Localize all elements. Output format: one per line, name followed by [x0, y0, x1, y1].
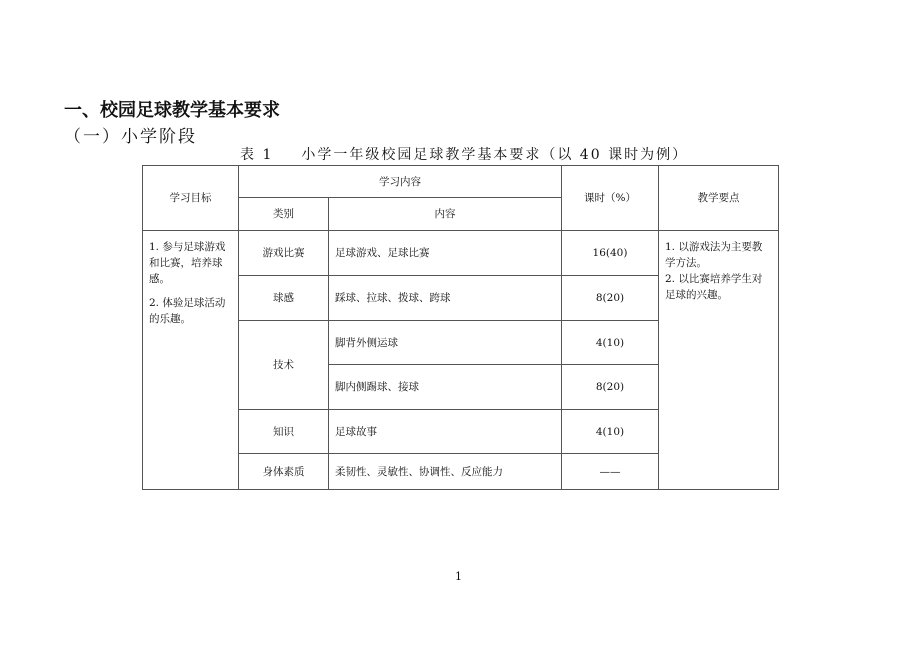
caption-title: 小学一年级校园足球教学基本要求（以 40 课时为例） [301, 147, 689, 163]
content-cell: 脚内侧踢球、接球 [329, 365, 562, 410]
content-cell: 柔韧性、灵敏性、协调性、反应能力 [329, 454, 562, 490]
content-cell: 脚背外侧运球 [329, 321, 562, 365]
hours-cell: 8(20) [562, 365, 659, 410]
hours-cell: —— [562, 454, 659, 490]
content-cell: 足球游戏、足球比赛 [329, 231, 562, 276]
header-content: 学习内容 [239, 166, 562, 198]
header-category: 类别 [239, 198, 329, 231]
header-points: 教学要点 [659, 166, 779, 231]
hours-cell: 8(20) [562, 276, 659, 321]
category-cell: 球感 [239, 276, 329, 321]
subsection-heading: （一）小学阶段 [64, 127, 197, 147]
category-cell: 技术 [239, 321, 329, 410]
table-caption [240, 144, 688, 164]
learning-goals [143, 231, 239, 490]
hours-cell: 4(10) [562, 410, 659, 454]
caption-label: 表 1 [240, 147, 274, 163]
goal-item: 1. 参与足球游戏和比赛，培养球感。 [149, 241, 226, 285]
header-hours: 课时（%） [562, 166, 659, 231]
header-detail: 内容 [329, 198, 562, 231]
header-goal: 学习目标 [143, 166, 239, 231]
content-cell: 踩球、拉球、拨球、跨球 [329, 276, 562, 321]
point-item: 1. 以游戏法为主要教学方法。 [665, 241, 763, 269]
point-item: 2. 以比赛培养学生对足球的兴趣。 [665, 273, 763, 301]
requirements-table [142, 165, 779, 490]
teaching-points [659, 231, 779, 490]
category-cell: 知识 [239, 410, 329, 454]
page-number: 1 [455, 570, 462, 583]
hours-cell: 4(10) [562, 321, 659, 365]
section-heading: 一、校园足球教学基本要求 [64, 100, 280, 121]
category-cell: 身体素质 [239, 454, 329, 490]
table-row [143, 231, 779, 276]
goal-item: 2. 体验足球活动的乐趣。 [149, 297, 226, 325]
content-cell: 足球故事 [329, 410, 562, 454]
hours-cell: 16(40) [562, 231, 659, 276]
category-cell: 游戏比赛 [239, 231, 329, 276]
